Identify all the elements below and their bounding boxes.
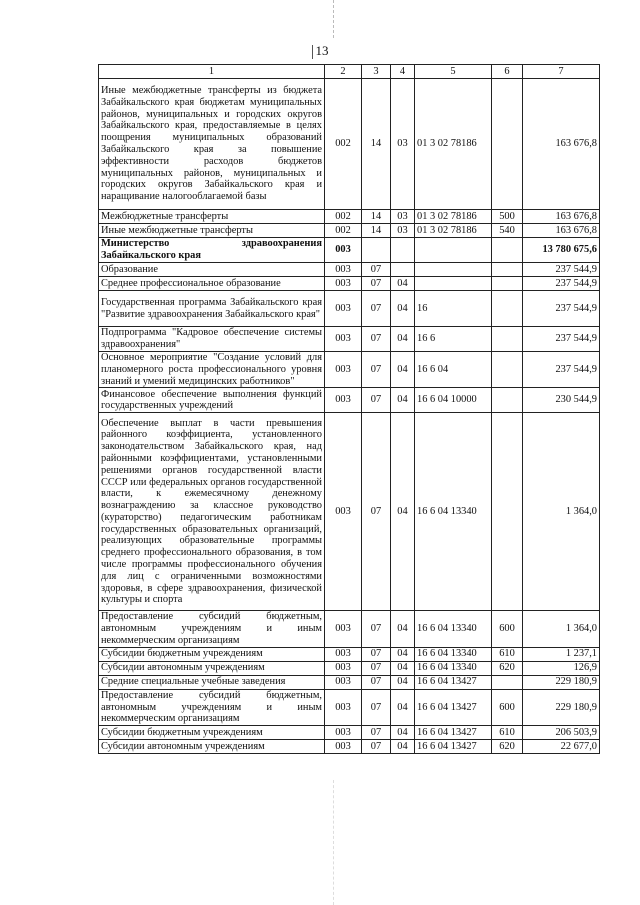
expense-name-cell: Основное мероприятие "Создание условий для планомерного роста профессионального уровня знаний и умений медицинских работников": [99, 352, 325, 388]
expense-type-cell: 540: [492, 224, 523, 238]
expense-name-cell: Финансовое обеспечение выполнения функций государственных учреждений: [99, 388, 325, 413]
ministry-code-cell: 003: [325, 675, 362, 689]
expense-type-cell: [492, 352, 523, 388]
section-code-cell: 14: [362, 79, 391, 210]
section-code-cell: 07: [362, 611, 391, 647]
target-article-cell: 16 6 04 13340: [415, 661, 492, 675]
expense-name-cell: Министерство здравоохранения Забайкальского края: [99, 238, 325, 263]
ministry-code-cell: 002: [325, 210, 362, 224]
ministry-code-cell: 003: [325, 277, 362, 291]
table-row: [99, 689, 600, 725]
target-article-cell: [415, 238, 492, 263]
expense-type-cell: 620: [492, 740, 523, 754]
table-body: [99, 79, 600, 754]
subsection-code-cell: 04: [391, 388, 415, 413]
expense-type-cell: [492, 388, 523, 413]
ministry-code-cell: 003: [325, 726, 362, 740]
target-article-cell: 16 6 04 13340: [415, 413, 492, 611]
ministry-code-cell: 003: [325, 661, 362, 675]
subsection-code-cell: [391, 238, 415, 263]
table-row: [99, 661, 600, 675]
amount-cell: 163 676,8: [523, 224, 600, 238]
expense-name-cell: Субсидии автономным учреждениям: [99, 661, 325, 675]
amount-cell: 126,9: [523, 661, 600, 675]
section-code-cell: 07: [362, 689, 391, 725]
table-row: [99, 263, 600, 277]
subsection-code-cell: 03: [391, 210, 415, 224]
target-article-cell: [415, 263, 492, 277]
expense-name-cell: Среднее профессиональное образование: [99, 277, 325, 291]
section-code-cell: 07: [362, 263, 391, 277]
table-row: [99, 210, 600, 224]
amount-cell: 237 544,9: [523, 352, 600, 388]
amount-cell: 229 180,9: [523, 689, 600, 725]
table-row: [99, 726, 600, 740]
subsection-code-cell: 04: [391, 291, 415, 327]
amount-cell: 22 677,0: [523, 740, 600, 754]
expense-name-cell: Иные межбюджетные трансферты: [99, 224, 325, 238]
section-code-cell: 07: [362, 277, 391, 291]
target-article-cell: 01 3 02 78186: [415, 210, 492, 224]
expense-type-cell: 610: [492, 647, 523, 661]
expense-name-cell: Субсидии автономным учреждениям: [99, 740, 325, 754]
expense-name-cell: Образование: [99, 263, 325, 277]
expense-name-cell: Иные межбюджетные трансферты из бюджета Забайкальского края бюджетам муниципальных районов, муниципальных и городских округов Забайкальского края, предоставляемые в целях поощрения муниципальных образований Забайкальского края за повышение эффективности расходов бюджетов муниципальных районов, муниципальных и городских округов Забайкальского края и наращивание налогооблагаемой базы: [99, 79, 325, 210]
target-article-cell: 16 6 04 13427: [415, 726, 492, 740]
ministry-code-cell: 003: [325, 327, 362, 352]
expense-type-cell: [492, 238, 523, 263]
header-cell: 3: [362, 65, 391, 79]
subsection-code-cell: 04: [391, 661, 415, 675]
expense-type-cell: [492, 277, 523, 291]
table-row: [99, 611, 600, 647]
scan-guide-line: [333, 0, 334, 38]
subsection-code-cell: 04: [391, 352, 415, 388]
amount-cell: 237 544,9: [523, 263, 600, 277]
table-row: [99, 352, 600, 388]
expense-name-cell: Субсидии бюджетным учреждениям: [99, 647, 325, 661]
ministry-code-cell: 002: [325, 224, 362, 238]
expense-type-cell: [492, 675, 523, 689]
ministry-code-cell: 003: [325, 352, 362, 388]
section-code-cell: 07: [362, 413, 391, 611]
amount-cell: 230 544,9: [523, 388, 600, 413]
target-article-cell: [415, 277, 492, 291]
target-article-cell: 16 6 04 13340: [415, 647, 492, 661]
subsection-code-cell: 04: [391, 726, 415, 740]
ministry-code-cell: 003: [325, 291, 362, 327]
expense-name-cell: Субсидии бюджетным учреждениям: [99, 726, 325, 740]
table-row: [99, 388, 600, 413]
subsection-code-cell: 04: [391, 675, 415, 689]
expense-type-cell: [492, 263, 523, 277]
expense-name-cell: Средние специальные учебные заведения: [99, 675, 325, 689]
table-row: [99, 675, 600, 689]
subsection-code-cell: 04: [391, 647, 415, 661]
budget-table: [98, 64, 600, 754]
expense-name-cell: Подпрограмма "Кадровое обеспечение системы здравоохранения": [99, 327, 325, 352]
header-cell: 5: [415, 65, 492, 79]
section-code-cell: [362, 238, 391, 263]
amount-cell: 1 364,0: [523, 611, 600, 647]
amount-cell: 1 237,1: [523, 647, 600, 661]
table-row: [99, 740, 600, 754]
section-code-cell: 07: [362, 726, 391, 740]
ministry-code-cell: 003: [325, 647, 362, 661]
expense-name-cell: Обеспечение выплат в части превышения районного коэффициента, установленного законодательством Забайкальского края, над районными коэффициентами, установленными решениями органов государственной власти СССР или федеральных органов государственной власти, к ежемесячному денежному вознаграждению за классное руководство (кураторство) педагогическим работникам государственных образовательных организаций, реализующих образовательные программы среднего профессионального образования, в том числе программы профессионального обучения для лиц с ограниченными возможностями здоровья, в сфере здравоохранения, физической культуры и спорта: [99, 413, 325, 611]
expense-name-cell: Предоставление субсидий бюджетным, автономным учреждениям и иным некоммерческим организациям: [99, 689, 325, 725]
ministry-code-cell: 003: [325, 611, 362, 647]
target-article-cell: 16 6 04 13427: [415, 689, 492, 725]
target-article-cell: 16 6 04 13340: [415, 611, 492, 647]
expense-type-cell: 600: [492, 689, 523, 725]
table-row: [99, 291, 600, 327]
page-number-text: 13: [315, 43, 329, 58]
table-row: [99, 224, 600, 238]
target-article-cell: 16 6: [415, 327, 492, 352]
expense-type-cell: 600: [492, 611, 523, 647]
expense-type-cell: 610: [492, 726, 523, 740]
amount-cell: 206 503,9: [523, 726, 600, 740]
expense-type-cell: [492, 291, 523, 327]
section-code-cell: 07: [362, 661, 391, 675]
target-article-cell: 16 6 04 10000: [415, 388, 492, 413]
ministry-code-cell: 003: [325, 263, 362, 277]
expense-type-cell: [492, 327, 523, 352]
ministry-code-cell: 003: [325, 740, 362, 754]
table-header: [99, 65, 600, 79]
subsection-code-cell: 04: [391, 413, 415, 611]
ministry-code-cell: 002: [325, 79, 362, 210]
subsection-code-cell: 04: [391, 327, 415, 352]
header-row: [99, 65, 600, 79]
expense-type-cell: [492, 79, 523, 210]
section-code-cell: 07: [362, 740, 391, 754]
ministry-code-cell: 003: [325, 388, 362, 413]
header-cell: 2: [325, 65, 362, 79]
amount-cell: 13 780 675,6: [523, 238, 600, 263]
table-row: [99, 238, 600, 263]
table-row: [99, 79, 600, 210]
table-row: [99, 327, 600, 352]
amount-cell: 163 676,8: [523, 210, 600, 224]
target-article-cell: 16 6 04: [415, 352, 492, 388]
section-code-cell: 07: [362, 647, 391, 661]
amount-cell: 1 364,0: [523, 413, 600, 611]
amount-cell: 237 544,9: [523, 291, 600, 327]
section-code-cell: 14: [362, 224, 391, 238]
table-row: [99, 413, 600, 611]
header-cell: 6: [492, 65, 523, 79]
page-number: [0, 43, 640, 59]
ministry-code-cell: 003: [325, 689, 362, 725]
section-code-cell: 14: [362, 210, 391, 224]
expense-type-cell: [492, 413, 523, 611]
header-cell: 4: [391, 65, 415, 79]
target-article-cell: 16: [415, 291, 492, 327]
amount-cell: 163 676,8: [523, 79, 600, 210]
ministry-code-cell: 003: [325, 238, 362, 263]
section-code-cell: 07: [362, 675, 391, 689]
amount-cell: 229 180,9: [523, 675, 600, 689]
expense-type-cell: 500: [492, 210, 523, 224]
subsection-code-cell: 03: [391, 79, 415, 210]
subsection-code-cell: 04: [391, 277, 415, 291]
section-code-cell: 07: [362, 327, 391, 352]
amount-cell: 237 544,9: [523, 327, 600, 352]
subsection-code-cell: [391, 263, 415, 277]
expense-type-cell: 620: [492, 661, 523, 675]
page-number-marker: [312, 45, 313, 59]
subsection-code-cell: 04: [391, 689, 415, 725]
target-article-cell: 01 3 02 78186: [415, 79, 492, 210]
subsection-code-cell: 04: [391, 611, 415, 647]
target-article-cell: 16 6 04 13427: [415, 740, 492, 754]
target-article-cell: 01 3 02 78186: [415, 224, 492, 238]
subsection-code-cell: 03: [391, 224, 415, 238]
scan-guide-line-bottom: [333, 780, 334, 905]
expense-name-cell: Межбюджетные трансферты: [99, 210, 325, 224]
expense-name-cell: Государственная программа Забайкальского края "Развитие здравоохранения Забайкальского края": [99, 291, 325, 327]
header-cell: 1: [99, 65, 325, 79]
expense-name-cell: Предоставление субсидий бюджетным, автономным учреждениям и иным некоммерческим организациям: [99, 611, 325, 647]
amount-cell: 237 544,9: [523, 277, 600, 291]
subsection-code-cell: 04: [391, 740, 415, 754]
target-article-cell: 16 6 04 13427: [415, 675, 492, 689]
section-code-cell: 07: [362, 352, 391, 388]
ministry-code-cell: 003: [325, 413, 362, 611]
table-row: [99, 277, 600, 291]
section-code-cell: 07: [362, 291, 391, 327]
header-cell: 7: [523, 65, 600, 79]
table-row: [99, 647, 600, 661]
section-code-cell: 07: [362, 388, 391, 413]
